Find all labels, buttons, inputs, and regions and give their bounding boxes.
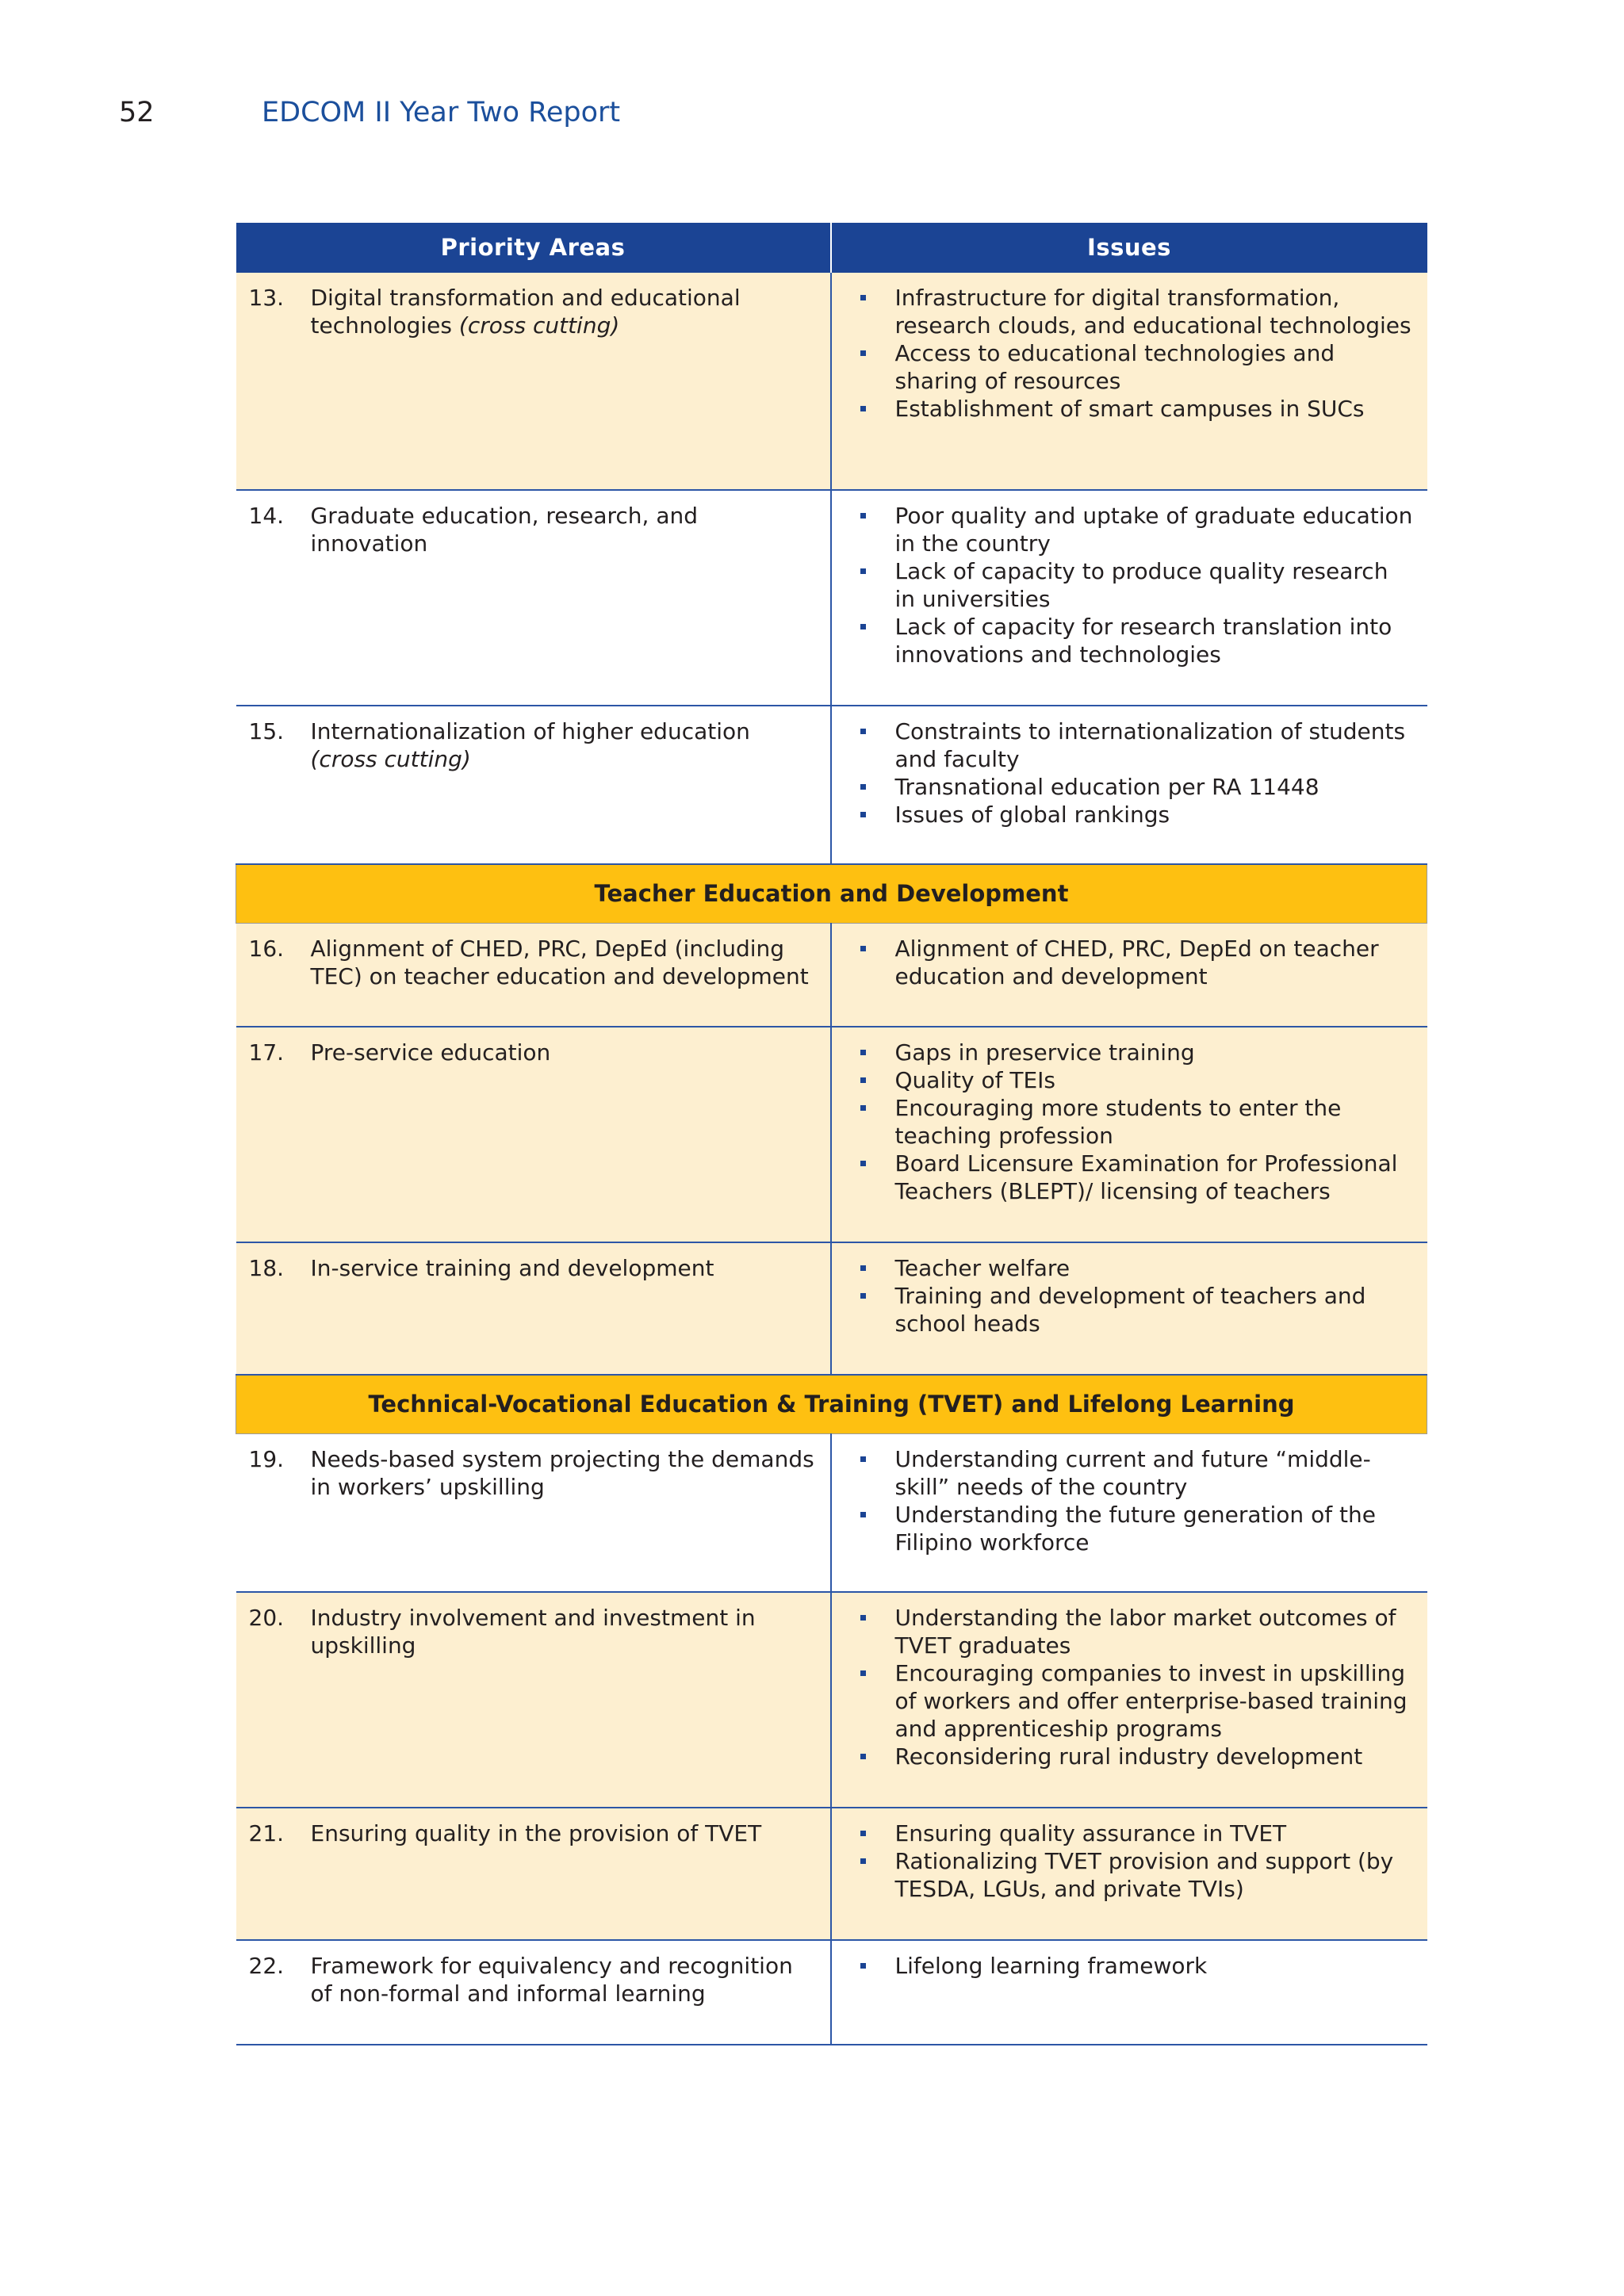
bullet-icon — [860, 1077, 866, 1083]
issues-cell — [831, 1242, 1427, 1375]
list-item: Understanding current and future “middle-skill” needs of the country — [895, 1445, 1415, 1501]
table-row — [236, 490, 1427, 706]
bullet-icon — [860, 1456, 866, 1462]
list-item: Encouraging companies to invest in upskilling of workers and offer enterprise-based training and apprenticeship programs — [895, 1659, 1415, 1743]
list-item: Understanding the future generation of the Filipino workforce — [895, 1501, 1415, 1556]
bullet-icon — [860, 784, 866, 790]
list-item: Quality of TEIs — [895, 1066, 1415, 1094]
section-title: Technical-Vocational Education & Training (TVET) and Lifelong Learning — [236, 1375, 1427, 1433]
report-title: EDCOM II Year Two Report — [262, 97, 621, 128]
bullet-icon — [860, 1161, 866, 1166]
table-row — [236, 1940, 1427, 2045]
issues-cell — [831, 273, 1427, 490]
issues-cell — [831, 490, 1427, 706]
bullet-icon — [860, 406, 866, 411]
bullet-icon — [860, 1670, 866, 1676]
list-item: Understanding the labor market outcomes of TVET graduates — [895, 1604, 1415, 1659]
row-number: 17. — [248, 1039, 285, 1066]
issue-list — [845, 718, 1415, 828]
issue-list — [845, 1254, 1415, 1337]
priority-area-cell — [236, 1242, 831, 1375]
list-item: Lifelong learning framework — [895, 1952, 1415, 1980]
issue-list — [845, 1039, 1415, 1205]
list-item: Lack of capacity for research translation into innovations and technologies — [895, 613, 1415, 668]
row-number: 19. — [248, 1445, 285, 1472]
priority-area-text: Pre-service education — [310, 1039, 551, 1066]
issue-list — [845, 1445, 1415, 1556]
list-item: Transnational education per RA 11448 — [895, 773, 1415, 801]
bullet-icon — [860, 350, 866, 356]
column-header-priority-areas: Priority Areas — [236, 223, 831, 273]
issues-cell — [831, 706, 1427, 864]
list-item: Board Licensure Examination for Professional Teachers (BLEPT)/ licensing of teachers — [895, 1150, 1415, 1205]
list-item: Ensuring quality assurance in TVET — [895, 1820, 1415, 1847]
bullet-icon — [860, 1754, 866, 1759]
priority-area-cell — [236, 1808, 831, 1940]
table-row — [236, 273, 1427, 490]
priority-area-text: Industry involvement and investment in upskilling — [310, 1605, 756, 1659]
section-row-teacher-education — [236, 864, 1427, 923]
table-row — [236, 1808, 1427, 1940]
issue-list — [845, 1820, 1415, 1903]
bullet-icon — [860, 1512, 866, 1517]
priority-area-cell — [236, 1592, 831, 1808]
priority-area-cell — [236, 923, 831, 1027]
list-item: Rationalizing TVET provision and support (by TESDA, LGUs, and private TVIs) — [895, 1847, 1415, 1903]
table-header-row — [236, 223, 1427, 273]
priority-area-text: Ensuring quality in the provision of TVET — [310, 1820, 762, 1846]
issues-cell — [831, 1027, 1427, 1242]
list-item: Constraints to internationalization of students and faculty — [895, 718, 1415, 773]
priority-area-text: Alignment of CHED, PRC, DepEd (including TEC) on teacher education and development — [310, 935, 809, 989]
bullet-icon — [860, 1963, 866, 1969]
priority-area-text: Framework for equivalency and recognition of non-formal and informal learning — [310, 1953, 793, 2007]
priority-area-cell — [236, 706, 831, 864]
list-item: Issues of global rankings — [895, 801, 1415, 828]
priority-area-cell — [236, 273, 831, 490]
bullet-icon — [860, 568, 866, 574]
page-number: 52 — [119, 97, 155, 128]
bullet-icon — [860, 1050, 866, 1055]
issues-cell — [831, 1808, 1427, 1940]
row-number: 15. — [248, 718, 285, 744]
issue-list — [845, 284, 1415, 423]
issue-list — [845, 1952, 1415, 1980]
row-number: 13. — [248, 285, 285, 311]
list-item: Access to educational technologies and sharing of resources — [895, 339, 1415, 395]
list-item: Establishment of smart campuses in SUCs — [895, 395, 1415, 423]
row-number: 20. — [248, 1605, 285, 1631]
bullet-icon — [860, 295, 866, 300]
list-item: Poor quality and uptake of graduate education in the country — [895, 502, 1415, 557]
row-number: 18. — [248, 1255, 285, 1281]
column-header-issues: Issues — [831, 223, 1427, 273]
priority-area-text: In-service training and development — [310, 1255, 714, 1281]
issue-list — [845, 1604, 1415, 1770]
priority-area-cell — [236, 1027, 831, 1242]
priority-area-cell — [236, 1433, 831, 1592]
list-item: Lack of capacity to produce quality research in universities — [895, 557, 1415, 613]
bullet-icon — [860, 946, 866, 951]
row-number: 21. — [248, 1820, 285, 1846]
page-header — [119, 93, 620, 132]
priority-area-text: Digital transformation and educational technologies (cross cutting) — [310, 285, 741, 339]
list-item: Alignment of CHED, PRC, DepEd on teacher education and development — [895, 935, 1415, 990]
bullet-icon — [860, 513, 866, 519]
list-item: Encouraging more students to enter the teaching profession — [895, 1094, 1415, 1150]
priority-areas-table — [236, 223, 1427, 2045]
row-number: 22. — [248, 1953, 285, 1979]
issue-list — [845, 935, 1415, 990]
issues-cell — [831, 923, 1427, 1027]
priority-area-cell — [236, 490, 831, 706]
table-row — [236, 1242, 1427, 1375]
row-number: 16. — [248, 935, 285, 962]
bullet-icon — [860, 1293, 866, 1299]
issue-list — [845, 502, 1415, 668]
section-row-tvet — [236, 1375, 1427, 1433]
bullet-icon — [860, 1265, 866, 1271]
issues-cell — [831, 1592, 1427, 1808]
priority-area-cell — [236, 1940, 831, 2045]
table-row — [236, 1592, 1427, 1808]
list-item: Training and development of teachers and school heads — [895, 1282, 1415, 1337]
table-row — [236, 706, 1427, 864]
table-row — [236, 923, 1427, 1027]
priority-area-text: Graduate education, research, and innovation — [310, 503, 698, 557]
table-row — [236, 1027, 1427, 1242]
list-item: Reconsidering rural industry development — [895, 1743, 1415, 1770]
row-number: 14. — [248, 503, 285, 529]
list-item: Infrastructure for digital transformation, research clouds, and educational technologies — [895, 284, 1415, 339]
issues-cell — [831, 1940, 1427, 2045]
bullet-icon — [860, 1105, 866, 1111]
bullet-icon — [860, 624, 866, 629]
priority-area-text: Internationalization of higher education (cross cutting) — [310, 718, 750, 772]
list-item: Teacher welfare — [895, 1254, 1415, 1282]
bullet-icon — [860, 1831, 866, 1836]
bullet-icon — [860, 729, 866, 734]
priority-area-text: Needs-based system projecting the demands in workers’ upskilling — [310, 1445, 814, 1500]
table-row — [236, 1433, 1427, 1592]
bullet-icon — [860, 812, 866, 817]
section-title: Teacher Education and Development — [236, 864, 1427, 923]
bullet-icon — [860, 1615, 866, 1621]
issues-cell — [831, 1433, 1427, 1592]
list-item: Gaps in preservice training — [895, 1039, 1415, 1066]
bullet-icon — [860, 1858, 866, 1864]
